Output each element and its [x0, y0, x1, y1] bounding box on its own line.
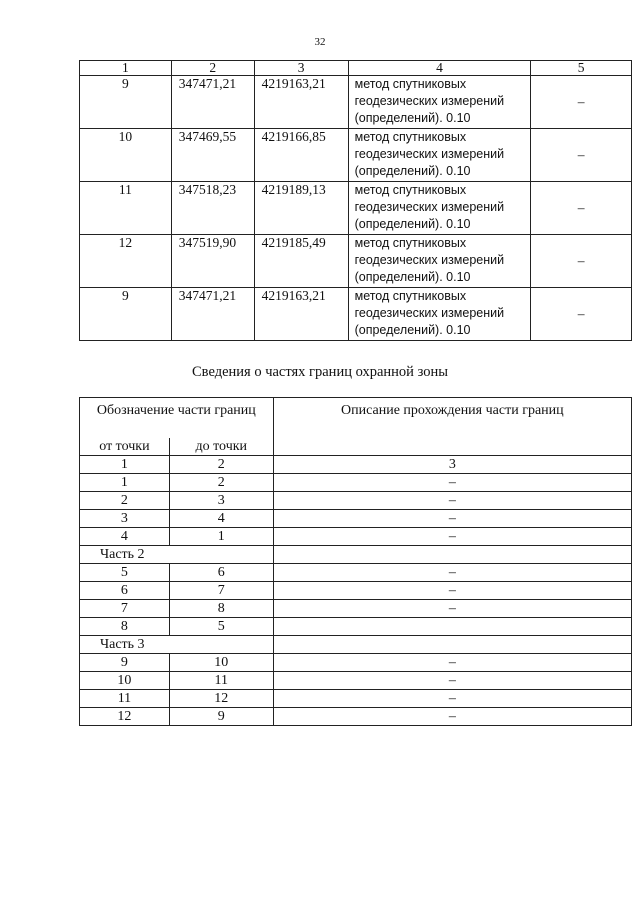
table-row	[80, 182, 632, 235]
method-description	[348, 235, 531, 288]
point-number: 12	[80, 235, 172, 288]
accuracy-value: –	[531, 288, 632, 341]
method-line: геодезических измерений	[354, 94, 505, 108]
column-number: 3	[273, 456, 631, 474]
segment-description: –	[273, 690, 631, 708]
table-row	[80, 600, 632, 618]
segment-description	[273, 618, 631, 636]
segment-description: –	[273, 672, 631, 690]
segment-description: –	[273, 474, 631, 492]
to-point: 9	[169, 708, 273, 726]
method-line: метод спутниковых	[354, 130, 467, 144]
method-line: (определений). 0.10	[354, 270, 471, 284]
method-line: (определений). 0.10	[354, 217, 471, 231]
accuracy-value: –	[531, 129, 632, 182]
table-row	[80, 564, 632, 582]
page-number: 32	[314, 36, 326, 48]
table-row	[80, 672, 632, 690]
segment-description: –	[273, 708, 631, 726]
segment-description: –	[273, 528, 631, 546]
table-row	[80, 235, 632, 288]
table-row	[80, 129, 632, 182]
method-description	[348, 182, 531, 235]
from-point: 2	[80, 492, 170, 510]
to-point: 3	[169, 492, 273, 510]
coordinate-y: 4219163,21	[254, 288, 348, 341]
header-boundary-description: Описание прохождения части границ	[273, 398, 631, 456]
accuracy-value: –	[531, 235, 632, 288]
method-line: (определений). 0.10	[354, 323, 471, 337]
column-number: 1	[80, 61, 172, 76]
coordinate-y: 4219185,49	[254, 235, 348, 288]
method-line: геодезических измерений	[354, 200, 505, 214]
segment-description: –	[273, 492, 631, 510]
table-row	[80, 708, 632, 726]
to-point: 7	[169, 582, 273, 600]
segment-description: –	[273, 600, 631, 618]
table-row	[80, 288, 632, 341]
to-point: 12	[169, 690, 273, 708]
from-point: 11	[80, 690, 170, 708]
segment-description: –	[273, 510, 631, 528]
coordinate-x: 347518,23	[171, 182, 254, 235]
from-point: 3	[80, 510, 170, 528]
part-label: Часть 3	[80, 636, 274, 654]
section-title: Сведения о частях границ охранной зоны	[192, 364, 448, 380]
column-number: 2	[169, 456, 273, 474]
from-point: 1	[80, 474, 170, 492]
coordinate-x: 347519,90	[171, 235, 254, 288]
coordinate-y: 4219163,21	[254, 76, 348, 129]
from-point: 12	[80, 708, 170, 726]
from-point: 7	[80, 600, 170, 618]
table-row	[80, 76, 632, 129]
table-row	[80, 582, 632, 600]
table-row	[80, 690, 632, 708]
part-heading-row	[80, 636, 632, 654]
from-point: 8	[80, 618, 170, 636]
column-numbers-row	[80, 456, 632, 474]
coordinate-x: 347471,21	[171, 76, 254, 129]
to-point: 6	[169, 564, 273, 582]
accuracy-value: –	[531, 182, 632, 235]
header-boundary-part-designation: Обозначение части границ	[80, 398, 274, 439]
coordinate-x: 347469,55	[171, 129, 254, 182]
column-number: 5	[531, 61, 632, 76]
segment-description: –	[273, 654, 631, 672]
table-row	[80, 474, 632, 492]
method-line: геодезических измерений	[354, 147, 505, 161]
part-heading-row	[80, 546, 632, 564]
to-point: 2	[169, 474, 273, 492]
column-number: 1	[80, 456, 170, 474]
table-row	[80, 654, 632, 672]
coordinate-y: 4219189,13	[254, 182, 348, 235]
coordinate-x: 347471,21	[171, 288, 254, 341]
part-label: Часть 2	[80, 546, 274, 564]
method-line: метод спутниковых	[354, 183, 467, 197]
part-description-empty	[273, 636, 631, 654]
boundary-parts-table	[79, 397, 632, 726]
from-point: 6	[80, 582, 170, 600]
method-line: метод спутниковых	[354, 236, 467, 250]
column-number: 4	[348, 61, 531, 76]
to-point: 10	[169, 654, 273, 672]
part-description-empty	[273, 546, 631, 564]
point-number: 10	[80, 129, 172, 182]
segment-description: –	[273, 582, 631, 600]
to-point: 8	[169, 600, 273, 618]
to-point: 5	[169, 618, 273, 636]
header-row	[80, 398, 632, 439]
table-row	[80, 618, 632, 636]
table-row	[80, 510, 632, 528]
method-description	[348, 76, 531, 129]
coordinate-y: 4219166,85	[254, 129, 348, 182]
column-numbers-row	[80, 61, 632, 76]
method-line: (определений). 0.10	[354, 164, 471, 178]
method-line: метод спутниковых	[354, 77, 467, 91]
to-point: 1	[169, 528, 273, 546]
point-number: 11	[80, 182, 172, 235]
header-from-point: от точки	[80, 438, 170, 456]
coordinates-table	[79, 60, 632, 341]
method-description	[348, 129, 531, 182]
to-point: 11	[169, 672, 273, 690]
header-to-point: до точки	[169, 438, 273, 456]
method-line: геодезических измерений	[354, 306, 505, 320]
from-point: 5	[80, 564, 170, 582]
column-number: 3	[254, 61, 348, 76]
segment-description: –	[273, 564, 631, 582]
method-description	[348, 288, 531, 341]
from-point: 4	[80, 528, 170, 546]
column-number: 2	[171, 61, 254, 76]
table-row	[80, 492, 632, 510]
to-point: 4	[169, 510, 273, 528]
accuracy-value: –	[531, 76, 632, 129]
from-point: 9	[80, 654, 170, 672]
method-line: метод спутниковых	[354, 289, 467, 303]
point-number: 9	[80, 76, 172, 129]
table-row	[80, 528, 632, 546]
point-number: 9	[80, 288, 172, 341]
from-point: 10	[80, 672, 170, 690]
method-line: геодезических измерений	[354, 253, 505, 267]
method-line: (определений). 0.10	[354, 111, 471, 125]
